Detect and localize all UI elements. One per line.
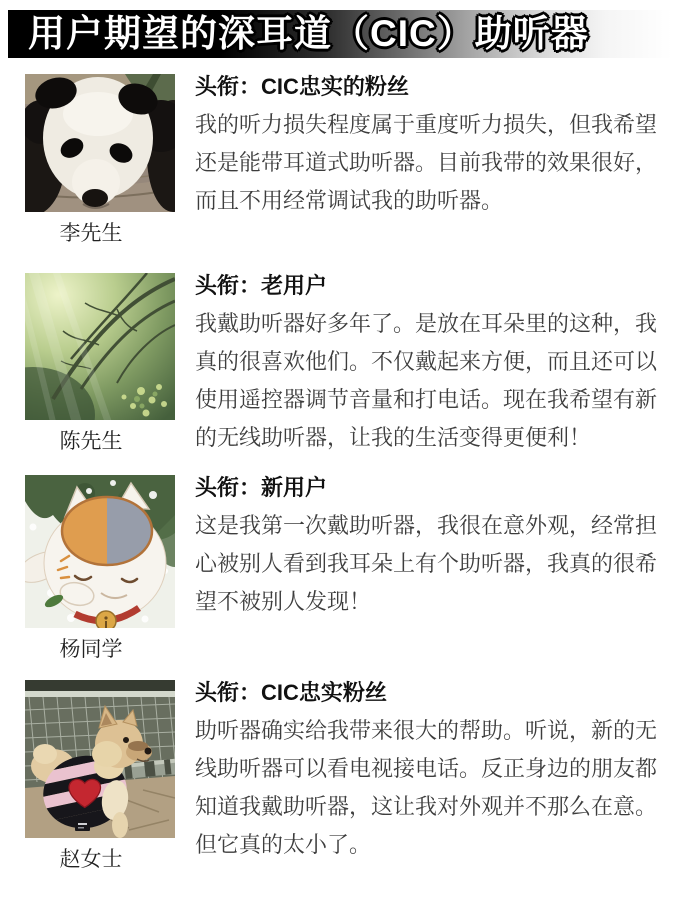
testimonial-section-chen — [25, 273, 680, 457]
header-banner — [8, 10, 672, 58]
forest-avatar-image — [25, 273, 175, 420]
page-title: 用户期望的深耳道（CIC）助听器 — [28, 13, 589, 54]
user-name: 李先生 — [59, 222, 123, 245]
testimonial-body — [195, 680, 665, 873]
avatar-column — [25, 74, 175, 247]
testimonial-quote: 我戴助听器好多年了。是放在耳朵里的这种，我真的很喜欢他们。不仅戴起来方便，而且还可以使用遥控器调节音量和打电话。现在我希望有新的无线助听器，让我的生活变得更便利！ — [195, 311, 658, 450]
testimonial-quote: 助听器确实给我带来很大的帮助。听说，新的无线助听器可以看电视接电话。反正身边的朋友都知道我戴助听器，这让我对外观并不那么在意。但它真的太小了。 — [195, 718, 658, 857]
testimonial-section-yang — [25, 475, 680, 663]
testimonial-section-zhao — [25, 680, 680, 873]
testimonial-title: 头衔：CIC忠实的粉丝 — [195, 74, 409, 99]
testimonial-body — [195, 475, 665, 663]
cat-avatar-image — [25, 475, 175, 628]
testimonial-section-li — [25, 74, 680, 247]
avatar-column — [25, 273, 175, 457]
user-name: 赵女士 — [59, 848, 123, 871]
testimonial-body — [195, 74, 665, 247]
testimonial-title: 头衔：CIC忠实粉丝 — [195, 680, 387, 705]
avatar-column — [25, 680, 175, 873]
testimonial-body — [195, 273, 665, 457]
panda-avatar-image — [25, 74, 175, 212]
testimonial-quote: 我的听力损失程度属于重度听力损失，但我希望还是能带耳道式助听器。目前我带的效果很好，而且不用经常调试我的助听器。 — [195, 112, 658, 213]
user-name: 陈先生 — [59, 430, 123, 453]
testimonial-title: 头衔：老用户 — [195, 273, 328, 298]
testimonial-quote: 这是我第一次戴助听器，我很在意外观，经常担心被别人看到我耳朵上有个助听器，我真的很希望不被别人发现！ — [195, 513, 658, 614]
user-name: 杨同学 — [59, 638, 123, 661]
avatar-column — [25, 475, 175, 663]
testimonial-title: 头衔：新用户 — [195, 475, 328, 500]
dog-avatar-image — [25, 680, 175, 838]
